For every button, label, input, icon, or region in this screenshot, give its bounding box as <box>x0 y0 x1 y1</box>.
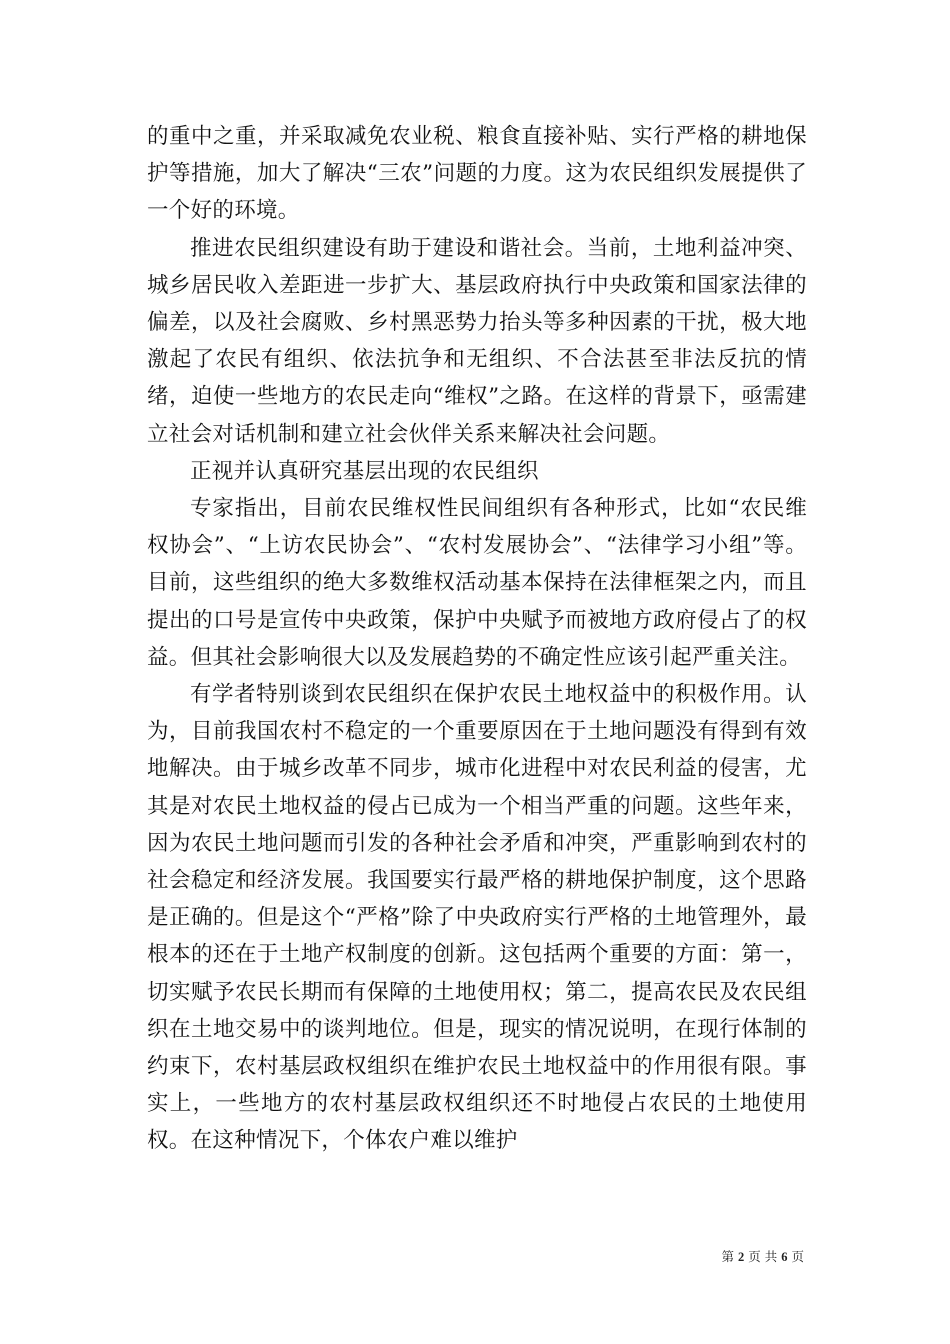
paragraph-continuation: 的重中之重，并采取减免农业税、粮食直接补贴、实行严格的耕地保护等措施，加大了解决“三农”问题的力度。这为农民组织发展提供了一个好的环境。 <box>147 124 807 224</box>
document-body <box>147 118 807 1160</box>
section-heading: 正视并认真研究基层出现的农民组织 <box>190 458 539 484</box>
footer-suffix: 页 <box>791 1249 804 1264</box>
paragraph-expert-opinion: 专家指出，目前农民维权性民间组织有各种形式，比如“农民维权协会”、“上访农民协会”、“农村发展协会”、“法律学习小组”等。目前，这些组织的绝大多数维权活动基本保持在法律框架之内，而且提出的口号是宣传中央政策，保护中央赋予而被地方政府侵占了的权益。但其社会影响很大以及发展趋势的不确定性应该引起严重关注。 <box>147 496 807 670</box>
footer-middle: 页 共 <box>748 1249 778 1264</box>
current-page-number: 2 <box>738 1250 745 1264</box>
paragraph-land-rights: 有学者特别谈到农民组织在保护农民土地权益中的积极作用。认为，目前我国农村不稳定的一个重要原因在于土地问题没有得到有效地解决。由于城乡改革不同步，城市化进程中对农民利益的侵害，尤其是对农民土地权益的侵占已成为一个相当严重的问题。这些年来，因为农民土地问题而引发的各种社会矛盾和冲突，严重影响到农村的社会稳定和经济发展。我国要实行最严格的耕地保护制度，这个思路是正确的。但是这个“严格”除了中央政府实行严格的土地管理外，最根本的还在于土地产权制度的创新。这包括两个重要的方面：第一，切实赋予农民长期而有保障的土地使用权；第二，提高农民及农民组织在土地交易中的谈判地位。但是，现实的情况说明，在现行体制的约束下，农村基层政权组织在维护农民土地权益中的作用很有限。事实上，一些地方的农村基层政权组织还不时地侵占农民的土地使用权。在这种情况下，个体农户难以维护 <box>147 682 807 1154</box>
footer-prefix: 第 <box>721 1249 735 1264</box>
page-number-footer <box>722 1247 804 1265</box>
paragraph-harmonious-society: 推进农民组织建设有助于建设和谐社会。当前，土地利益冲突、城乡居民收入差距进一步扩大、基层政府执行中央政策和国家法律的偏差，以及社会腐败、乡村黑恶势力抬头等多种因素的干扰，极大地激起了农民有组织、依法抗争和无组织、不合法甚至非法反抗的情绪，迫使一些地方的农民走向“维权”之路。在这样的背景下，亟需建立社会对话机制和建立社会伙伴关系来解决社会问题。 <box>147 235 807 447</box>
total-pages-number: 6 <box>781 1250 788 1264</box>
